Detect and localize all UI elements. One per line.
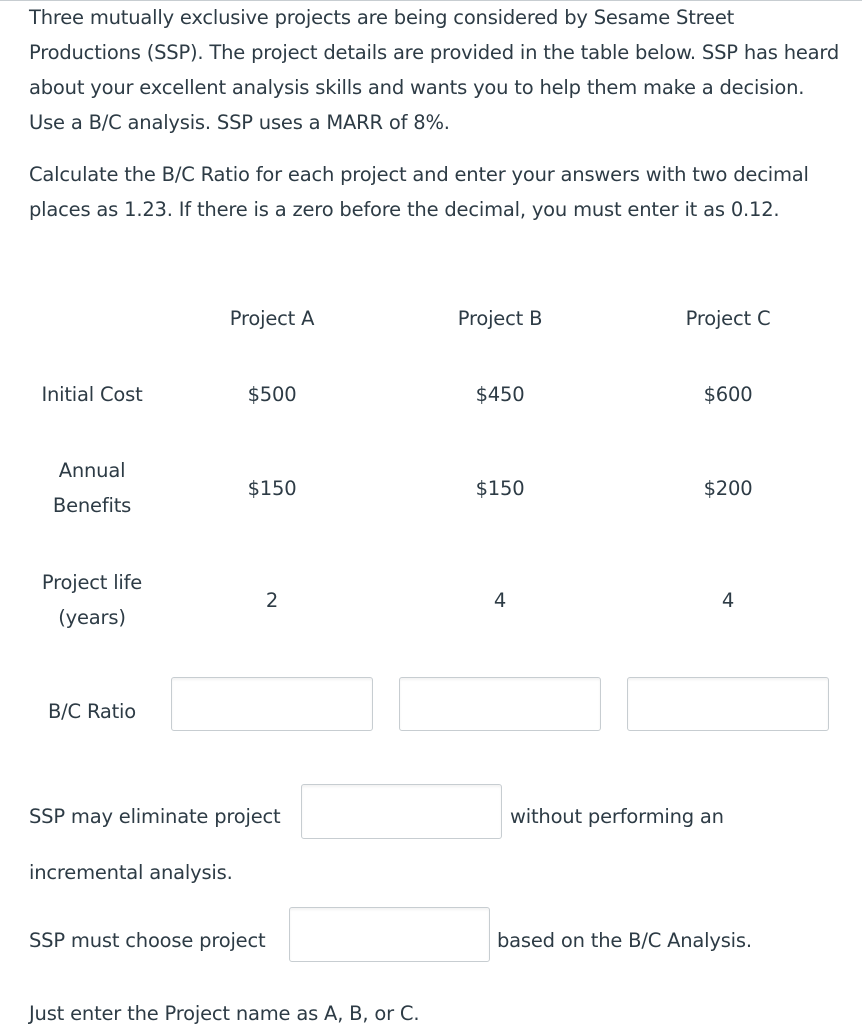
initial-cost-a: $500 bbox=[247, 383, 297, 406]
project-life-b: 4 bbox=[493, 589, 507, 612]
initial-cost-c: $600 bbox=[703, 383, 753, 406]
bc-ratio-a-input[interactable] bbox=[171, 677, 373, 731]
bc-ratio-c-input[interactable] bbox=[627, 677, 829, 731]
header-project-c: Project C bbox=[685, 307, 771, 330]
project-life-c: 4 bbox=[721, 589, 735, 612]
project-life-a: 2 bbox=[265, 589, 279, 612]
annual-benefits-a: $150 bbox=[247, 477, 297, 500]
annual-benefits-c: $200 bbox=[703, 477, 753, 500]
header-project-a: Project A bbox=[229, 307, 315, 330]
eliminate-text-before: SSP may eliminate project bbox=[29, 805, 281, 828]
bc-ratio-b-input[interactable] bbox=[399, 677, 601, 731]
row-label-bc-ratio: B/C Ratio bbox=[47, 700, 137, 723]
row-label-initial-cost: Initial Cost bbox=[41, 383, 143, 406]
question-intro: Three mutually exclusive projects are being considered by Sesame Street Productions (SSP). The project details are provided in the table below. SSP has heard about your excellent analysis skills and wants you to help them make a decision. Use a B/C analysis. SSP uses a MARR of 8%. bbox=[29, 6, 840, 134]
annual-benefits-b: $150 bbox=[475, 477, 525, 500]
row-label-project-life: Project life (years) bbox=[41, 571, 143, 629]
choose-text-before: SSP must choose project bbox=[29, 929, 266, 952]
eliminate-text-continuation: incremental analysis. bbox=[29, 861, 233, 884]
choose-text-after: based on the B/C Analysis. bbox=[497, 929, 752, 952]
header-project-b: Project B bbox=[457, 307, 543, 330]
eliminate-text-after: without performing an bbox=[510, 805, 724, 828]
choose-project-input[interactable] bbox=[289, 907, 490, 962]
answer-format-note: Just enter the Project name as A, B, or C. bbox=[29, 1002, 420, 1025]
initial-cost-b: $450 bbox=[475, 383, 525, 406]
eliminate-project-input[interactable] bbox=[301, 784, 502, 839]
row-label-annual-benefits: Annual Benefits bbox=[52, 459, 132, 517]
question-instructions: Calculate the B/C Ratio for each project and enter your answers with two decimal places as 1.23. If there is a zero before the decimal, you must enter it as 0.12. bbox=[29, 163, 809, 221]
